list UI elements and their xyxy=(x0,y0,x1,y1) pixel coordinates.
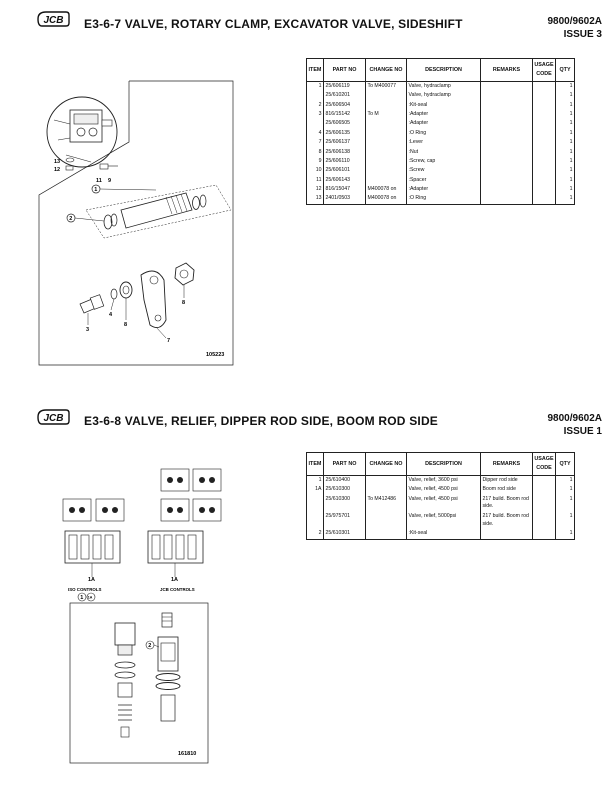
cell-remarks xyxy=(481,101,533,110)
col-part-no: PART NO xyxy=(324,59,366,82)
cell-remarks xyxy=(481,167,533,176)
section2-parts-table xyxy=(306,452,575,540)
cell-part-no: 25/610300 xyxy=(324,485,366,494)
section2-doc-number: 9800/9602A xyxy=(547,413,602,424)
cell-description: :Spacer xyxy=(407,176,481,185)
cell-qty: 1 xyxy=(556,485,575,494)
svg-text:JCB: JCB xyxy=(43,412,64,424)
cell-description: :O Ring xyxy=(407,195,481,205)
cell-remarks: 217 build. Boom rod side. xyxy=(481,495,533,512)
cell-description: :Kit-seal xyxy=(407,101,481,110)
svg-text:1: 1 xyxy=(94,187,98,193)
cell-usage-code xyxy=(533,82,556,92)
cell-part-no: 816/15047 xyxy=(324,185,366,194)
svg-text:8: 8 xyxy=(182,300,186,306)
cell-item: 2 xyxy=(307,529,324,539)
cell-item: 13 xyxy=(307,195,324,205)
cell-qty: 1 xyxy=(556,157,575,166)
cell-usage-code xyxy=(533,167,556,176)
cell-qty: 1 xyxy=(556,120,575,129)
cell-item: 3 xyxy=(307,110,324,119)
cell-item: 7 xyxy=(307,138,324,147)
cell-qty: 1 xyxy=(556,185,575,194)
jcb-controls-label: JCB CONTROLS xyxy=(160,587,195,592)
cell-remarks xyxy=(481,120,533,129)
cell-part-no: 25/610400 xyxy=(324,476,366,486)
table-row xyxy=(307,512,575,529)
table-row xyxy=(307,185,575,194)
cell-change-no: M400078 on xyxy=(366,185,407,194)
col-change-no: CHANGE NO xyxy=(366,59,407,82)
cell-change-no xyxy=(366,138,407,147)
col-qty: QTY xyxy=(556,453,575,476)
cell-remarks: Boom rod side xyxy=(481,485,533,494)
cell-description: :Adapter xyxy=(407,120,481,129)
cell-part-no: 25/975701 xyxy=(324,512,366,529)
cell-item xyxy=(307,120,324,129)
col-remarks: REMARKS xyxy=(481,453,533,476)
table-row xyxy=(307,129,575,138)
cell-usage-code xyxy=(533,176,556,185)
cell-usage-code xyxy=(533,529,556,539)
cell-item: 8 xyxy=(307,148,324,157)
cell-qty: 1 xyxy=(556,82,575,92)
cell-part-no: 25/606143 xyxy=(324,176,366,185)
cell-change-no xyxy=(366,148,407,157)
cell-description: Valve, hydraclamp xyxy=(407,82,481,92)
table-row xyxy=(307,529,575,539)
cell-part-no: 25/606505 xyxy=(324,120,366,129)
cell-part-no: 2401/0503 xyxy=(324,195,366,205)
cell-qty: 1 xyxy=(556,512,575,529)
svg-text:1: 1 xyxy=(80,595,84,601)
svg-text:8: 8 xyxy=(124,322,128,328)
cell-part-no: 25/606119 xyxy=(324,82,366,92)
cell-qty: 1 xyxy=(556,176,575,185)
cell-part-no: 816/15142 xyxy=(324,110,366,119)
cell-qty: 1 xyxy=(556,110,575,119)
svg-text:105223: 105223 xyxy=(206,352,225,358)
jcb-logo xyxy=(36,408,70,426)
section1-parts-table xyxy=(306,58,575,205)
cell-remarks xyxy=(481,129,533,138)
col-part-no: PART NO xyxy=(324,453,366,476)
section1-doc-info xyxy=(548,15,603,41)
cell-qty: 1 xyxy=(556,138,575,147)
cell-change-no: M400078 on xyxy=(366,195,407,205)
cell-remarks xyxy=(481,138,533,147)
cell-usage-code xyxy=(533,129,556,138)
col-description: DESCRIPTION xyxy=(407,59,481,82)
section1-issue: ISSUE 3 xyxy=(563,29,602,40)
cell-change-no xyxy=(366,120,407,129)
cell-usage-code xyxy=(533,476,556,486)
cell-description: :Nut xyxy=(407,148,481,157)
cell-usage-code xyxy=(533,110,556,119)
cell-part-no: 25/610201 xyxy=(324,91,366,100)
table-row xyxy=(307,120,575,129)
table-row xyxy=(307,157,575,166)
cell-remarks xyxy=(481,110,533,119)
col-item: ITEM xyxy=(307,59,324,82)
cell-item: 1 xyxy=(307,82,324,92)
svg-text:13: 13 xyxy=(54,159,61,165)
cell-item: 12 xyxy=(307,185,324,194)
cell-usage-code xyxy=(533,138,556,147)
cell-description: Valve, relief, 3600 psi xyxy=(407,476,481,486)
cell-part-no: 25/606138 xyxy=(324,148,366,157)
cell-usage-code xyxy=(533,195,556,205)
cell-item: 11 xyxy=(307,176,324,185)
cell-item: 9 xyxy=(307,157,324,166)
cell-qty: 1 xyxy=(556,91,575,100)
cell-description: :Adapter xyxy=(407,185,481,194)
svg-text:1A: 1A xyxy=(88,577,96,583)
cell-qty: 1 xyxy=(556,129,575,138)
cell-change-no xyxy=(366,176,407,185)
cell-part-no: 25/606101 xyxy=(324,167,366,176)
cell-part-no: 25/606135 xyxy=(324,129,366,138)
jcb-logo xyxy=(36,10,70,28)
cell-description: :Kit-seal xyxy=(407,529,481,539)
svg-text:12: 12 xyxy=(54,167,61,173)
cell-change-no xyxy=(366,529,407,539)
cell-description: :Screw xyxy=(407,167,481,176)
cell-part-no: 25/606504 xyxy=(324,101,366,110)
table-row xyxy=(307,495,575,512)
cell-item: 2 xyxy=(307,101,324,110)
cell-remarks: Dipper rod side xyxy=(481,476,533,486)
table-row xyxy=(307,167,575,176)
section1-title: E3-6-7 VALVE, ROTARY CLAMP, EXCAVATOR VALVE, SIDESHIFT xyxy=(84,17,463,31)
cell-usage-code xyxy=(533,185,556,194)
iso-controls-label: ISO CONTROLS xyxy=(68,587,102,592)
cell-qty: 1 xyxy=(556,529,575,539)
cell-change-no xyxy=(366,512,407,529)
cell-usage-code xyxy=(533,120,556,129)
cell-remarks xyxy=(481,148,533,157)
cell-change-no xyxy=(366,129,407,138)
cell-description: Valve, relief, 4500 psi xyxy=(407,495,481,512)
cell-part-no: 25/610300 xyxy=(324,495,366,512)
cell-remarks xyxy=(481,195,533,205)
cell-qty: 1 xyxy=(556,148,575,157)
cell-qty: 1 xyxy=(556,195,575,205)
svg-text:7: 7 xyxy=(167,338,171,344)
table-row xyxy=(307,476,575,486)
section2-title: E3-6-8 VALVE, RELIEF, DIPPER ROD SIDE, BOOM ROD SIDE xyxy=(84,414,439,428)
table-row xyxy=(307,176,575,185)
col-qty: QTY xyxy=(556,59,575,82)
section2-issue: ISSUE 1 xyxy=(563,426,602,437)
cell-description: :O Ring xyxy=(407,129,481,138)
cell-remarks xyxy=(481,176,533,185)
table-row xyxy=(307,110,575,119)
svg-text:11: 11 xyxy=(96,178,102,184)
svg-text:1A: 1A xyxy=(87,595,93,600)
table-header-row xyxy=(307,453,575,476)
cell-qty: 1 xyxy=(556,476,575,486)
svg-text:4: 4 xyxy=(109,312,113,318)
cell-change-no xyxy=(366,485,407,494)
cell-description: :Adapter xyxy=(407,110,481,119)
svg-text:2: 2 xyxy=(148,643,152,649)
table-header-row xyxy=(307,59,575,82)
section1-exploded-diagram xyxy=(36,80,236,370)
cell-item xyxy=(307,91,324,100)
cell-change-no: To M400077 xyxy=(366,82,407,92)
cell-item xyxy=(307,512,324,529)
cell-item: 10 xyxy=(307,167,324,176)
col-description: DESCRIPTION xyxy=(407,453,481,476)
table-row xyxy=(307,195,575,205)
svg-text:2: 2 xyxy=(69,216,73,222)
cell-item: 1A xyxy=(307,485,324,494)
cell-description: :Screw, cap xyxy=(407,157,481,166)
cell-change-no xyxy=(366,476,407,486)
cell-item: 1 xyxy=(307,476,324,486)
table-row xyxy=(307,148,575,157)
svg-text:3: 3 xyxy=(86,327,90,333)
cell-change-no xyxy=(366,167,407,176)
table-row xyxy=(307,82,575,92)
cell-change-no xyxy=(366,91,407,100)
svg-text:9: 9 xyxy=(108,178,112,184)
cell-change-no: To M412486 xyxy=(366,495,407,512)
cell-qty: 1 xyxy=(556,167,575,176)
col-usage-code: USAGE CODE xyxy=(533,453,556,476)
svg-text:1A: 1A xyxy=(171,577,179,583)
cell-remarks xyxy=(481,529,533,539)
section2-doc-info xyxy=(548,412,603,438)
cell-usage-code xyxy=(533,148,556,157)
cell-item: 4 xyxy=(307,129,324,138)
svg-text:161810: 161810 xyxy=(178,751,197,757)
cell-item xyxy=(307,495,324,512)
cell-change-no: To M xyxy=(366,110,407,119)
cell-remarks xyxy=(481,185,533,194)
col-usage-code: USAGE CODE xyxy=(533,59,556,82)
cell-usage-code xyxy=(533,101,556,110)
cell-description: Valve, relief, 5000psi xyxy=(407,512,481,529)
cell-description: Valve, hydraclamp xyxy=(407,91,481,100)
cell-qty: 1 xyxy=(556,101,575,110)
cell-change-no xyxy=(366,101,407,110)
cell-remarks xyxy=(481,82,533,92)
cell-usage-code xyxy=(533,495,556,512)
table-row xyxy=(307,485,575,494)
col-remarks: REMARKS xyxy=(481,59,533,82)
cell-part-no: 25/606110 xyxy=(324,157,366,166)
cell-part-no: 25/606137 xyxy=(324,138,366,147)
cell-usage-code xyxy=(533,157,556,166)
cell-qty: 1 xyxy=(556,495,575,512)
section2-exploded-diagram xyxy=(60,465,245,765)
cell-remarks xyxy=(481,91,533,100)
cell-change-no xyxy=(366,157,407,166)
section1-doc-number: 9800/9602A xyxy=(547,16,602,27)
cell-part-no: 25/610301 xyxy=(324,529,366,539)
cell-remarks xyxy=(481,157,533,166)
svg-text:JCB: JCB xyxy=(43,14,64,26)
col-change-no: CHANGE NO xyxy=(366,453,407,476)
cell-remarks: 217 build. Boom rod side. xyxy=(481,512,533,529)
cell-usage-code xyxy=(533,512,556,529)
cell-usage-code xyxy=(533,91,556,100)
cell-description: :Lever xyxy=(407,138,481,147)
table-row xyxy=(307,101,575,110)
cell-description: Valve, relief, 4500 psi xyxy=(407,485,481,494)
cell-usage-code xyxy=(533,485,556,494)
col-item: ITEM xyxy=(307,453,324,476)
table-row xyxy=(307,91,575,100)
table-row xyxy=(307,138,575,147)
